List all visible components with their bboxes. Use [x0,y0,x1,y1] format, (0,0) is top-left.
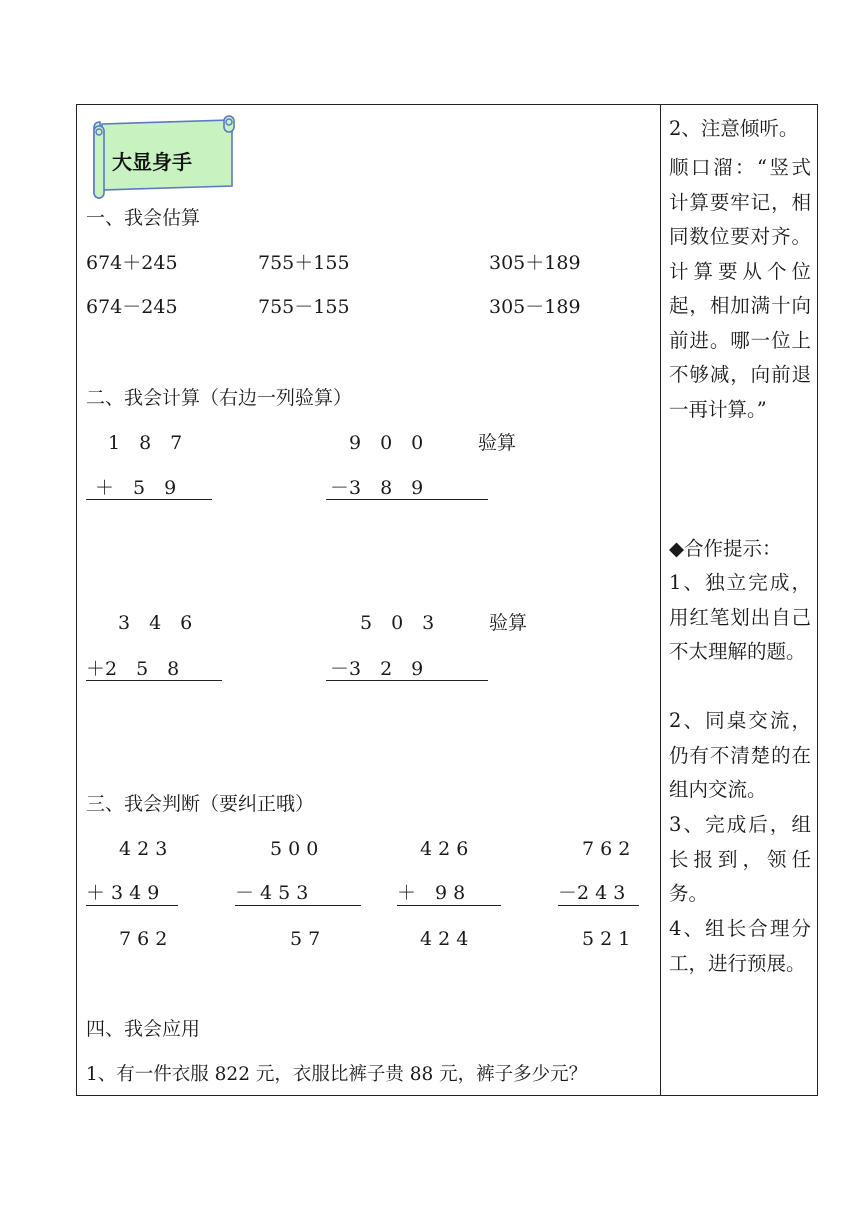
column-divider [660,104,661,1096]
banner-title: 大显身手 [112,150,192,174]
judge-underline [86,905,178,906]
application-question: 1、有一件衣服 822 元，衣服比裤子贵 88 元，裤子多少元？ [86,1064,588,1085]
problem-bottom: －3 2 9 [330,658,424,680]
estimate-item: 674－245 [86,296,178,318]
judge-operation: － 4 5 3 [235,882,309,904]
judge-operation: －2 4 3 [558,882,626,904]
sidebar-coop-title: ◆合作提示： [669,537,782,560]
sidebar-coop-item: 2、同桌交流，仍有不清楚的在组内交流。 [669,709,811,801]
sidebar-tip-listen: 2、注意倾听。 [669,117,799,140]
problem-underline [86,499,212,500]
sidebar-coop-item: 4、组长合理分工，进行预展。 [669,917,811,975]
judge-operation: ＋ 3 4 9 [86,882,160,904]
problem-bottom: －3 8 9 [330,477,424,499]
section1-heading: 一、我会估算 [86,207,201,229]
problem-underline [86,680,222,681]
section2-heading: 二、我会计算（右边一列验算） [86,387,353,409]
judge-top: 4 2 3 [119,838,168,860]
estimate-item: 305＋189 [489,252,581,274]
estimate-item: 305－189 [489,296,581,318]
judge-underline [235,905,361,906]
judge-top: 4 2 6 [420,838,469,860]
sidebar-coop-item: 1、独立完成，用红笔划出自己不太理解的题。 [669,571,811,663]
estimate-item: 674＋245 [86,252,178,274]
problem-top: 5 0 3 [360,612,435,634]
sidebar-coop-item: 3、完成后，组长报到，领任务。 [669,813,811,905]
problem-top: 1 8 7 [108,432,183,454]
problem-top: 9 0 0 [349,432,424,454]
judge-underline [397,905,501,906]
judge-underline [558,905,639,906]
judge-result: 5 7 [290,928,321,950]
judge-top: 5 0 0 [270,838,319,860]
judge-result: 7 6 2 [119,928,168,950]
check-label: 验算 [478,432,517,454]
section4-heading: 四、我会应用 [86,1018,201,1040]
problem-underline [326,680,488,681]
judge-top: 7 6 2 [582,838,631,860]
judge-operation: ＋ 9 8 [397,882,466,904]
problem-bottom: ＋2 5 8 [86,658,180,680]
judge-result: 4 2 4 [420,928,469,950]
sidebar-rhyme: 顺口溜：“竖式计算要牢记，相同数位要对齐。计算要从个位起，相加满十向前进。哪一位上不够减，向前退一再计算。” [669,156,811,421]
problem-top: 3 4 6 [118,612,193,634]
check-label: 验算 [489,612,528,634]
problem-bottom: ＋ 5 9 [95,477,177,499]
estimate-item: 755－155 [258,296,350,318]
estimate-item: 755＋155 [258,252,350,274]
judge-result: 5 2 1 [582,928,631,950]
section3-heading: 三、我会判断（要纠正哦） [86,793,315,815]
problem-underline [326,499,488,500]
